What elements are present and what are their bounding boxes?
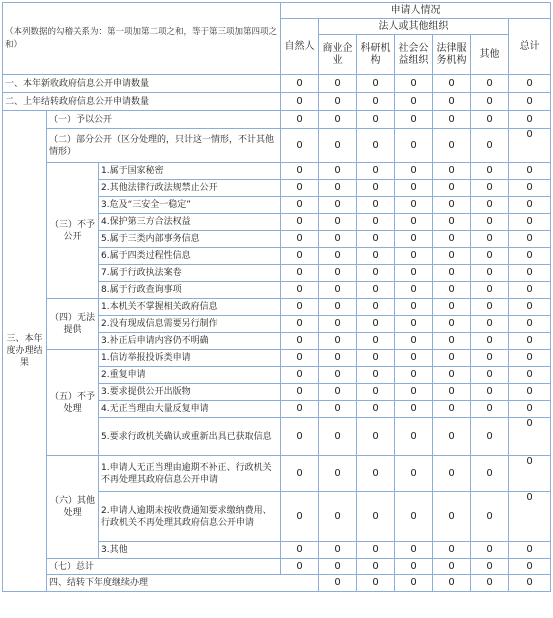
count-cell: 0 bbox=[471, 299, 509, 316]
count-cell: 0 bbox=[433, 492, 471, 542]
count-cell: 0 bbox=[395, 75, 433, 93]
count-cell: 0 bbox=[319, 456, 357, 492]
count-cell: 0 bbox=[471, 333, 509, 350]
count-cell: 0 bbox=[395, 333, 433, 350]
count-cell: 0 bbox=[319, 163, 357, 180]
row-label: 2.申请人逾期未按收费通知要求缴纳费用、行政机关不再处理其政府信息公开申请 bbox=[99, 492, 281, 542]
count-cell: 0 bbox=[281, 350, 319, 367]
count-cell: 0 bbox=[433, 575, 471, 592]
count-cell: 0 bbox=[281, 559, 319, 575]
count-cell: 0 bbox=[471, 316, 509, 333]
count-cell: 0 bbox=[319, 248, 357, 265]
count-cell: 0 bbox=[509, 111, 551, 129]
count-cell: 0 bbox=[281, 214, 319, 231]
table-row bbox=[3, 299, 551, 316]
table-row bbox=[3, 575, 551, 592]
count-cell: 0 bbox=[509, 418, 551, 456]
header-law: 法律服务机构 bbox=[433, 35, 471, 75]
count-cell: 0 bbox=[433, 111, 471, 129]
header-other: 其他 bbox=[471, 35, 509, 75]
count-cell: 0 bbox=[471, 197, 509, 214]
count-cell: 0 bbox=[509, 75, 551, 93]
row-label: 7.属于行政执法案卷 bbox=[99, 265, 281, 282]
count-cell: 0 bbox=[281, 384, 319, 401]
row-label: 3.危及“三安全一稳定” bbox=[99, 197, 281, 214]
count-cell: 0 bbox=[357, 248, 395, 265]
count-cell: 0 bbox=[471, 214, 509, 231]
count-cell: 0 bbox=[509, 367, 551, 384]
row-label: 1.本机关不掌握相关政府信息 bbox=[99, 299, 281, 316]
table-row bbox=[3, 129, 551, 163]
count-cell: 0 bbox=[471, 492, 509, 542]
row-label-group3: （三）不予公开 bbox=[47, 163, 99, 299]
count-cell: 0 bbox=[471, 93, 509, 111]
count-cell: 0 bbox=[357, 282, 395, 299]
table-row bbox=[3, 456, 551, 492]
count-cell: 0 bbox=[433, 248, 471, 265]
count-cell: 0 bbox=[509, 316, 551, 333]
header-legal: 法人或其他组织 bbox=[319, 19, 509, 35]
row-label: 2.重复申请 bbox=[99, 367, 281, 384]
count-cell: 0 bbox=[395, 265, 433, 282]
count-cell: 0 bbox=[319, 299, 357, 316]
count-cell: 0 bbox=[357, 350, 395, 367]
count-cell: 0 bbox=[281, 401, 319, 418]
count-cell: 0 bbox=[471, 111, 509, 129]
table-row bbox=[3, 93, 551, 111]
count-cell: 0 bbox=[357, 299, 395, 316]
count-cell: 0 bbox=[281, 248, 319, 265]
row-label: 1.信访举报投诉类申请 bbox=[99, 350, 281, 367]
count-cell: 0 bbox=[509, 248, 551, 265]
count-cell: 0 bbox=[509, 401, 551, 418]
count-cell: 0 bbox=[509, 282, 551, 299]
count-cell: 0 bbox=[319, 129, 357, 163]
header-applicant: 申请人情况 bbox=[281, 3, 551, 19]
count-cell: 0 bbox=[509, 231, 551, 248]
row-label: 1.申请人无正当理由逾期不补正、行政机关不再处理其政府信息公开申请 bbox=[99, 456, 281, 492]
count-cell: 0 bbox=[433, 197, 471, 214]
row-label: 四、结转下年度继续办理 bbox=[47, 575, 319, 592]
count-cell: 0 bbox=[509, 542, 551, 559]
count-cell: 0 bbox=[319, 559, 357, 575]
count-cell: 0 bbox=[357, 559, 395, 575]
count-cell: 0 bbox=[319, 75, 357, 93]
count-cell: 0 bbox=[319, 214, 357, 231]
count-cell: 0 bbox=[509, 163, 551, 180]
count-cell: 0 bbox=[395, 282, 433, 299]
table-row bbox=[3, 559, 551, 575]
count-cell: 0 bbox=[319, 265, 357, 282]
count-cell: 0 bbox=[471, 248, 509, 265]
count-cell: 0 bbox=[433, 333, 471, 350]
count-cell: 0 bbox=[509, 93, 551, 111]
count-cell: 0 bbox=[395, 129, 433, 163]
count-cell: 0 bbox=[433, 418, 471, 456]
count-cell: 0 bbox=[357, 265, 395, 282]
count-cell: 0 bbox=[319, 197, 357, 214]
count-cell: 0 bbox=[395, 418, 433, 456]
count-cell: 0 bbox=[433, 163, 471, 180]
row-label: （一）予以公开 bbox=[47, 111, 281, 129]
count-cell: 0 bbox=[319, 93, 357, 111]
count-cell: 0 bbox=[471, 456, 509, 492]
row-label: 二、上年结转政府信息公开申请数量 bbox=[3, 93, 281, 111]
row-label: （七）总计 bbox=[47, 559, 281, 575]
count-cell: 0 bbox=[433, 93, 471, 111]
count-cell: 0 bbox=[357, 575, 395, 592]
count-cell: 0 bbox=[281, 542, 319, 559]
count-cell: 0 bbox=[395, 367, 433, 384]
count-cell: 0 bbox=[471, 129, 509, 163]
count-cell: 0 bbox=[433, 129, 471, 163]
count-cell: 0 bbox=[319, 384, 357, 401]
count-cell: 0 bbox=[281, 492, 319, 542]
count-cell: 0 bbox=[433, 180, 471, 197]
count-cell: 0 bbox=[433, 456, 471, 492]
count-cell: 0 bbox=[357, 384, 395, 401]
count-cell: 0 bbox=[395, 93, 433, 111]
count-cell: 0 bbox=[319, 316, 357, 333]
count-cell: 0 bbox=[319, 111, 357, 129]
count-cell: 0 bbox=[433, 350, 471, 367]
count-cell: 0 bbox=[357, 111, 395, 129]
count-cell: 0 bbox=[395, 492, 433, 542]
count-cell: 0 bbox=[471, 367, 509, 384]
count-cell: 0 bbox=[319, 418, 357, 456]
count-cell: 0 bbox=[395, 542, 433, 559]
count-cell: 0 bbox=[281, 316, 319, 333]
count-cell: 0 bbox=[281, 197, 319, 214]
count-cell: 0 bbox=[395, 401, 433, 418]
count-cell: 0 bbox=[433, 299, 471, 316]
row-label-group5: （五）不予处理 bbox=[47, 350, 99, 456]
statistics-table bbox=[2, 2, 551, 592]
count-cell: 0 bbox=[395, 316, 433, 333]
count-cell: 0 bbox=[509, 299, 551, 316]
count-cell: 0 bbox=[509, 559, 551, 575]
count-cell: 0 bbox=[509, 197, 551, 214]
count-cell: 0 bbox=[357, 129, 395, 163]
row-label: 8.属于行政查询事项 bbox=[99, 282, 281, 299]
count-cell: 0 bbox=[509, 180, 551, 197]
count-cell: 0 bbox=[509, 575, 551, 592]
count-cell: 0 bbox=[471, 180, 509, 197]
count-cell: 0 bbox=[357, 492, 395, 542]
count-cell: 0 bbox=[357, 197, 395, 214]
count-cell: 0 bbox=[319, 542, 357, 559]
count-cell: 0 bbox=[281, 456, 319, 492]
count-cell: 0 bbox=[281, 231, 319, 248]
count-cell: 0 bbox=[395, 384, 433, 401]
row-label: 5.属于三类内部事务信息 bbox=[99, 231, 281, 248]
count-cell: 0 bbox=[281, 282, 319, 299]
row-label: 3.补正后申请内容仍不明确 bbox=[99, 333, 281, 350]
count-cell: 0 bbox=[509, 492, 551, 542]
count-cell: 0 bbox=[281, 111, 319, 129]
row-label-group4: （四）无法提供 bbox=[47, 299, 99, 350]
header-note: （本列数据的勾稽关系为：第一项加第二项之和，等于第三项加第四项之和） bbox=[3, 3, 281, 75]
count-cell: 0 bbox=[395, 350, 433, 367]
count-cell: 0 bbox=[357, 75, 395, 93]
count-cell: 0 bbox=[357, 231, 395, 248]
table-row bbox=[3, 163, 551, 180]
count-cell: 0 bbox=[471, 265, 509, 282]
count-cell: 0 bbox=[357, 93, 395, 111]
row-label: 4.保护第三方合法权益 bbox=[99, 214, 281, 231]
count-cell: 0 bbox=[319, 333, 357, 350]
count-cell: 0 bbox=[471, 75, 509, 93]
count-cell: 0 bbox=[395, 575, 433, 592]
count-cell: 0 bbox=[509, 214, 551, 231]
count-cell: 0 bbox=[357, 163, 395, 180]
count-cell: 0 bbox=[281, 93, 319, 111]
row-label: 4.无正当理由大量反复申请 bbox=[99, 401, 281, 418]
count-cell: 0 bbox=[395, 111, 433, 129]
row-label: 3.其他 bbox=[99, 542, 281, 559]
count-cell: 0 bbox=[281, 367, 319, 384]
row-label: 2.没有现成信息需要另行制作 bbox=[99, 316, 281, 333]
count-cell: 0 bbox=[433, 559, 471, 575]
count-cell: 0 bbox=[281, 129, 319, 163]
count-cell: 0 bbox=[471, 542, 509, 559]
count-cell: 0 bbox=[281, 265, 319, 282]
header-business: 商业企业 bbox=[319, 35, 357, 75]
count-cell: 0 bbox=[471, 384, 509, 401]
count-cell: 0 bbox=[433, 282, 471, 299]
count-cell: 0 bbox=[471, 282, 509, 299]
count-cell: 0 bbox=[471, 418, 509, 456]
count-cell: 0 bbox=[433, 231, 471, 248]
header-social: 社会公益组织 bbox=[395, 35, 433, 75]
count-cell: 0 bbox=[395, 248, 433, 265]
count-cell: 0 bbox=[433, 542, 471, 559]
count-cell: 0 bbox=[319, 282, 357, 299]
count-cell: 0 bbox=[319, 231, 357, 248]
count-cell: 0 bbox=[509, 350, 551, 367]
row-label-group6: （六）其他处理 bbox=[47, 456, 99, 559]
header-research: 科研机构 bbox=[357, 35, 395, 75]
count-cell: 0 bbox=[471, 401, 509, 418]
count-cell: 0 bbox=[433, 214, 471, 231]
count-cell: 0 bbox=[509, 456, 551, 492]
count-cell: 0 bbox=[395, 214, 433, 231]
count-cell: 0 bbox=[319, 401, 357, 418]
count-cell: 0 bbox=[281, 163, 319, 180]
count-cell: 0 bbox=[433, 384, 471, 401]
count-cell: 0 bbox=[433, 265, 471, 282]
count-cell: 0 bbox=[395, 197, 433, 214]
count-cell: 0 bbox=[319, 575, 357, 592]
count-cell: 0 bbox=[395, 559, 433, 575]
count-cell: 0 bbox=[357, 542, 395, 559]
table-row bbox=[3, 111, 551, 129]
count-cell: 0 bbox=[509, 129, 551, 163]
header-natural: 自然人 bbox=[281, 19, 319, 75]
table-row bbox=[3, 75, 551, 93]
count-cell: 0 bbox=[433, 401, 471, 418]
count-cell: 0 bbox=[281, 333, 319, 350]
count-cell: 0 bbox=[357, 180, 395, 197]
count-cell: 0 bbox=[433, 316, 471, 333]
count-cell: 0 bbox=[395, 299, 433, 316]
count-cell: 0 bbox=[357, 367, 395, 384]
count-cell: 0 bbox=[357, 418, 395, 456]
count-cell: 0 bbox=[471, 575, 509, 592]
count-cell: 0 bbox=[509, 333, 551, 350]
count-cell: 0 bbox=[357, 316, 395, 333]
count-cell: 0 bbox=[395, 456, 433, 492]
count-cell: 0 bbox=[319, 492, 357, 542]
count-cell: 0 bbox=[319, 180, 357, 197]
count-cell: 0 bbox=[281, 418, 319, 456]
row-label: （二）部分公开（区分处理的，只计这一情形，不计其他情形） bbox=[47, 129, 281, 163]
count-cell: 0 bbox=[357, 401, 395, 418]
count-cell: 0 bbox=[319, 350, 357, 367]
header-total: 总计 bbox=[509, 19, 551, 75]
row-label-result: 三、本年度办理结果 bbox=[3, 111, 47, 592]
row-label: 1.属于国家秘密 bbox=[99, 163, 281, 180]
count-cell: 0 bbox=[281, 180, 319, 197]
count-cell: 0 bbox=[471, 559, 509, 575]
row-label: 6.属于四类过程性信息 bbox=[99, 248, 281, 265]
row-label: 2.其他法律行政法规禁止公开 bbox=[99, 180, 281, 197]
row-label: 3.要求提供公开出版物 bbox=[99, 384, 281, 401]
row-label: 5.要求行政机关确认或重新出具已获取信息 bbox=[99, 418, 281, 456]
count-cell: 0 bbox=[281, 299, 319, 316]
count-cell: 0 bbox=[357, 456, 395, 492]
count-cell: 0 bbox=[395, 163, 433, 180]
count-cell: 0 bbox=[281, 75, 319, 93]
count-cell: 0 bbox=[471, 350, 509, 367]
count-cell: 0 bbox=[395, 231, 433, 248]
count-cell: 0 bbox=[357, 214, 395, 231]
count-cell: 0 bbox=[395, 180, 433, 197]
count-cell: 0 bbox=[509, 384, 551, 401]
count-cell: 0 bbox=[471, 163, 509, 180]
count-cell: 0 bbox=[319, 367, 357, 384]
count-cell: 0 bbox=[433, 75, 471, 93]
count-cell: 0 bbox=[433, 367, 471, 384]
count-cell: 0 bbox=[357, 333, 395, 350]
table-row bbox=[3, 350, 551, 367]
count-cell: 0 bbox=[509, 265, 551, 282]
count-cell: 0 bbox=[471, 231, 509, 248]
row-label: 一、本年新收政府信息公开申请数量 bbox=[3, 75, 281, 93]
